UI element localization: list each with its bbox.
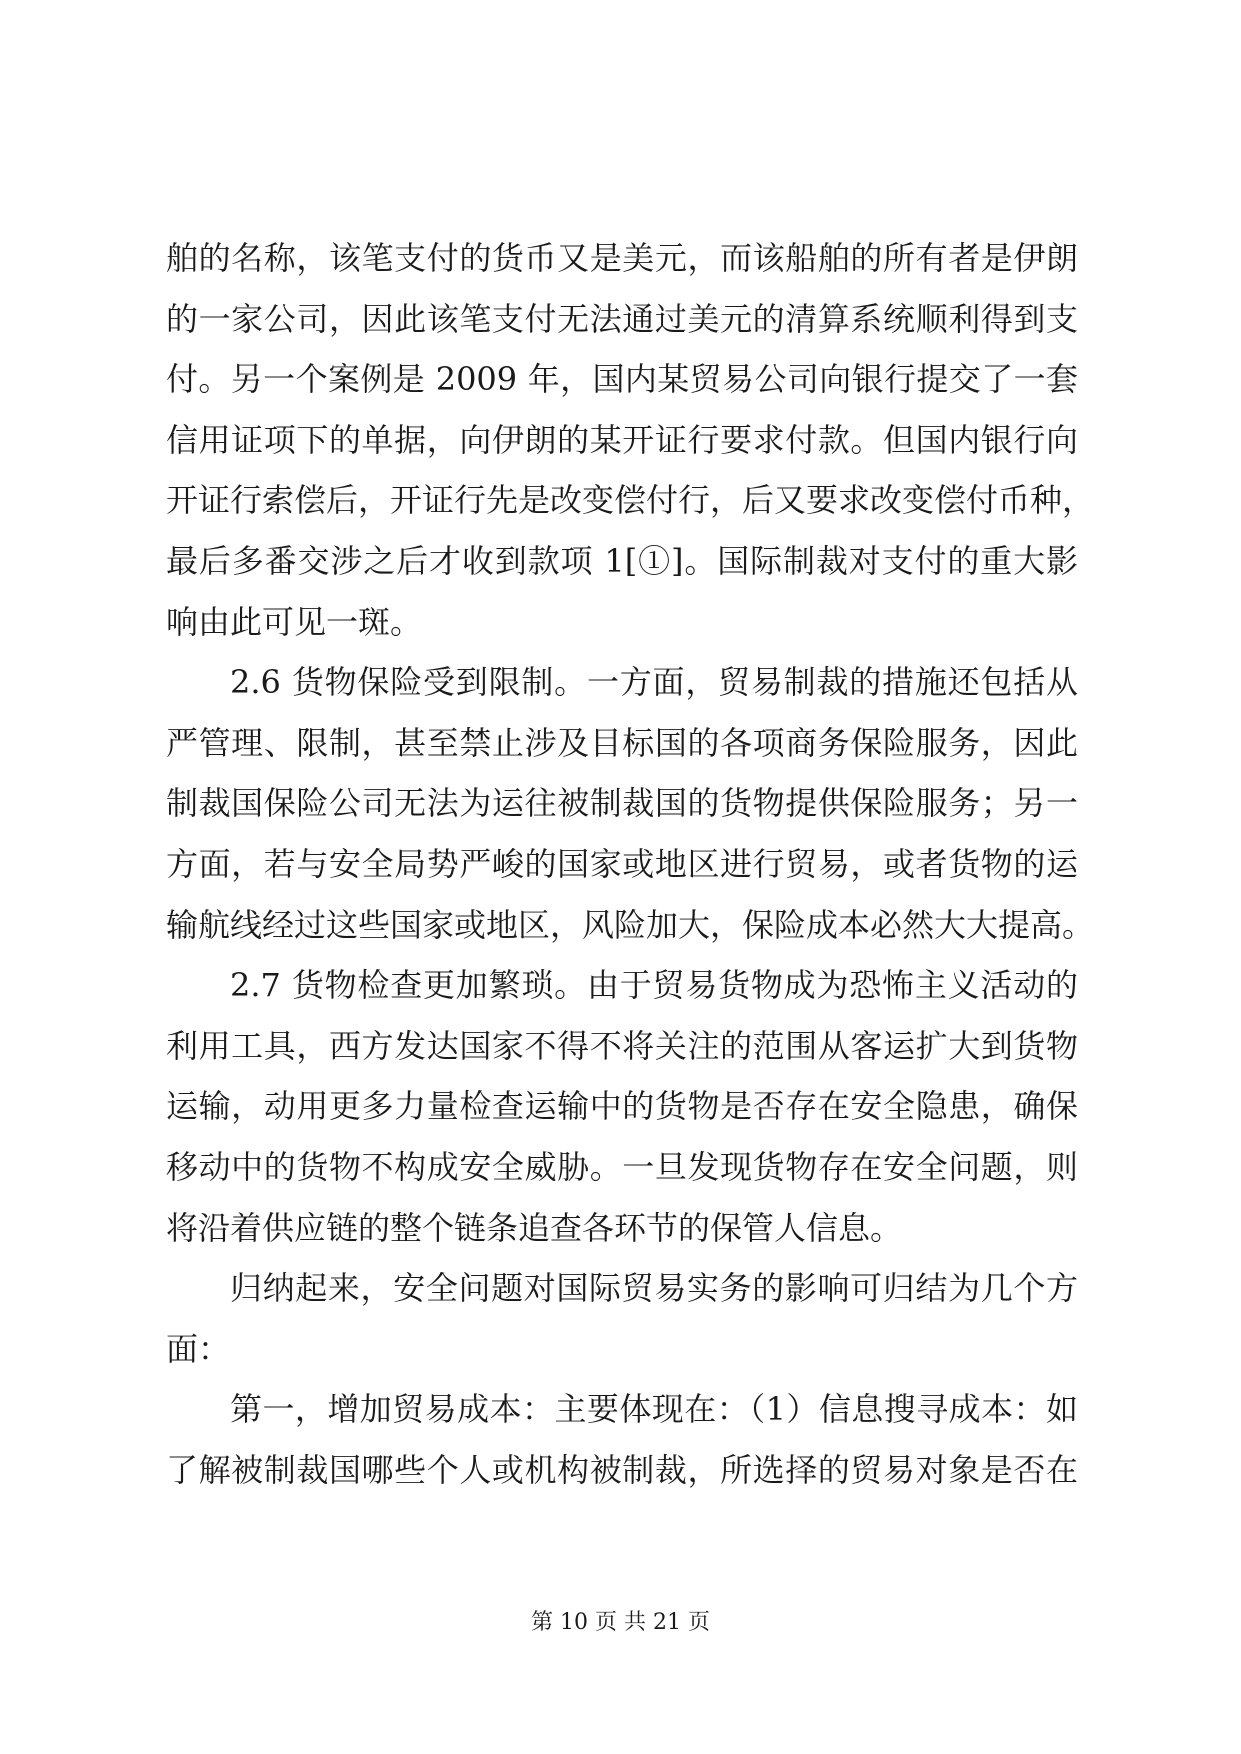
text-line: 将沿着供应链的整个链条追查各环节的保管人信息。: [166, 1208, 903, 1247]
text-line: 2.6 货物保险受到限制。一方面，贸易制裁的措施还包括从: [230, 663, 1078, 702]
text-line: 方面，若与安全局势严峻的国家或地区进行贸易，或者货物的运: [166, 844, 1078, 883]
text-line: 归纳起来，安全问题对国际贸易实务的影响可归结为几个方: [230, 1269, 1078, 1308]
page-footer: 第 10 页 共 21 页: [531, 1610, 710, 1635]
text-line: 了解被制裁国哪些个人或机构被制裁，所选择的贸易对象是否在: [166, 1450, 1078, 1489]
text-line: 严管理、限制，甚至禁止涉及目标国的各项商务保险服务，因此: [166, 723, 1078, 762]
text-line: 输航线经过这些国家或地区，风险加大，保险成本必然大大提高。: [166, 905, 1095, 944]
text-line: 运输，动用更多力量检查运输中的货物是否存在安全隐患，确保: [166, 1087, 1078, 1126]
text-line: 制裁国保险公司无法为运往被制裁国的货物提供保险服务；另一: [166, 784, 1078, 823]
text-line: 付。另一个案例是 2009 年，国内某贸易公司向银行提交了一套: [166, 360, 1078, 399]
text-line: 舶的名称，该笔支付的货币又是美元，而该船舶的所有者是伊朗: [166, 239, 1078, 277]
text-line: 响由此可见一斑。: [166, 602, 423, 641]
text-line: 最后多番交涉之后才收到款项 1[①]。国际制裁对支付的重大影: [166, 541, 1078, 580]
text-line: 面：: [166, 1329, 231, 1368]
text-line: 信用证项下的单据，向伊朗的某开证行要求付款。但国内银行向: [166, 420, 1078, 459]
text-line: 移动中的货物不构成安全威胁。一旦发现货物存在安全问题，则: [166, 1147, 1078, 1186]
body-text: [166, 228, 1095, 1500]
text-line: 第一，增加贸易成本：主要体现在：（1）信息搜寻成本：如: [230, 1390, 1078, 1429]
text-line: 利用工具，西方发达国家不得不将关注的范围从客运扩大到货物: [166, 1026, 1078, 1065]
text-line: 2.7 货物检查更加繁琐。由于贸易货物成为恐怖主义活动的: [230, 966, 1078, 1005]
text-line: 的一家公司，因此该笔支付无法通过美元的清算系统顺利得到支: [166, 299, 1078, 338]
text-line: 开证行索偿后，开证行先是改变偿付行，后又要求改变偿付币种，: [166, 481, 1095, 520]
